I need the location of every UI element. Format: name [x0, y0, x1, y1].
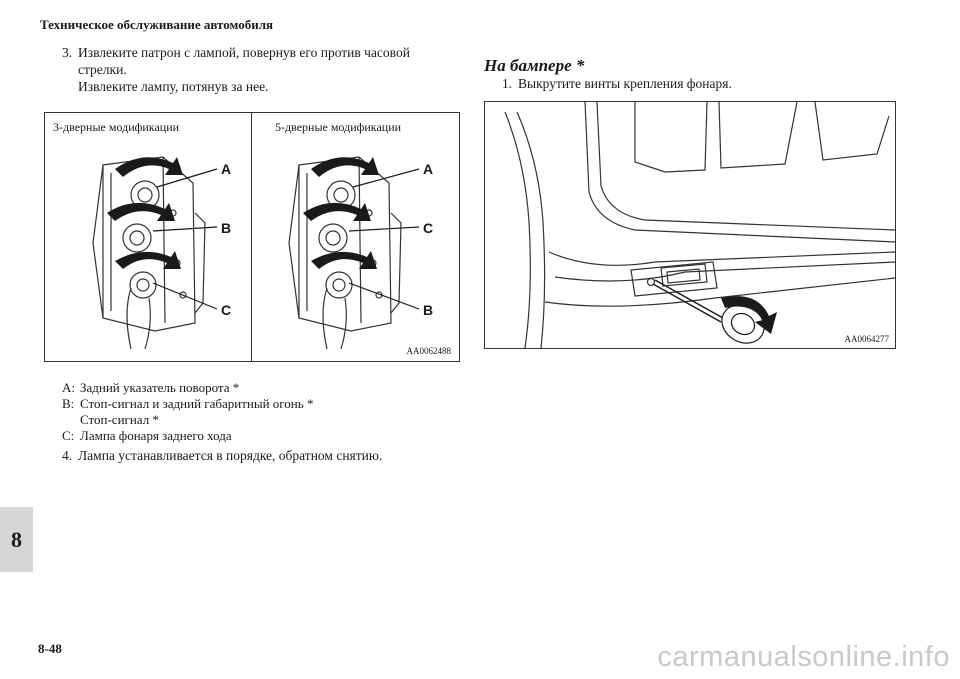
legend-item-c: C: Лампа фонаря заднего хода: [62, 428, 232, 443]
section-title-bumper: На бампере *: [484, 56, 585, 75]
figure-legend: [62, 380, 313, 444]
step-4-text: Лампа устанавливается в порядке, обратном снятию.: [78, 448, 383, 463]
bumper-screw-figure: [484, 101, 896, 349]
chapter-tab: 8: [0, 507, 33, 572]
callout-c-5-door: C: [423, 220, 434, 236]
legend-item-a: A: Задний указатель поворота *: [62, 380, 240, 395]
step-3: [62, 44, 410, 95]
step-1: [502, 75, 732, 92]
callout-a-3-door: A: [221, 161, 232, 177]
step-4: [62, 447, 382, 464]
callout-b-5-door: B: [423, 302, 434, 318]
tail-lamp-figure: [44, 112, 460, 362]
legend-item-b: B: Стоп-сигнал и задний габаритный огонь *: [62, 396, 314, 411]
step-3-line-1: Извлеките патрон с лампой, повернув его против часовой: [78, 45, 410, 60]
bumper-illustration: [485, 102, 895, 348]
step-4-number: 4.: [62, 448, 73, 463]
step-1-number: 1.: [502, 76, 513, 91]
step-3-number: 3.: [62, 45, 73, 60]
page-number: 8-48: [38, 641, 62, 656]
figure-label-3-door: 3-дверные модификации: [53, 120, 180, 134]
figure-code-left: AA0062488: [406, 346, 451, 356]
step-3-line-2: стрелки.: [78, 62, 127, 77]
running-header: Техническое обслуживание автомобиля: [40, 17, 274, 32]
tail-lamp-illustration: [45, 113, 459, 361]
figure-label-5-door: 5-дверные модификации: [275, 120, 402, 134]
callout-c-3-door: C: [221, 302, 232, 318]
step-1-text: Выкрутите винты крепления фонаря.: [518, 76, 732, 91]
callout-b-3-door: B: [221, 220, 232, 236]
figure-code-right: AA0064277: [844, 334, 889, 344]
watermark: carmanualsonline.info: [657, 641, 950, 673]
legend-item-b-alt: Стоп-сигнал *: [80, 412, 159, 427]
step-3-line-3: Извлеките лампу, потянув за нее.: [78, 79, 269, 94]
callout-a-5-door: A: [423, 161, 434, 177]
